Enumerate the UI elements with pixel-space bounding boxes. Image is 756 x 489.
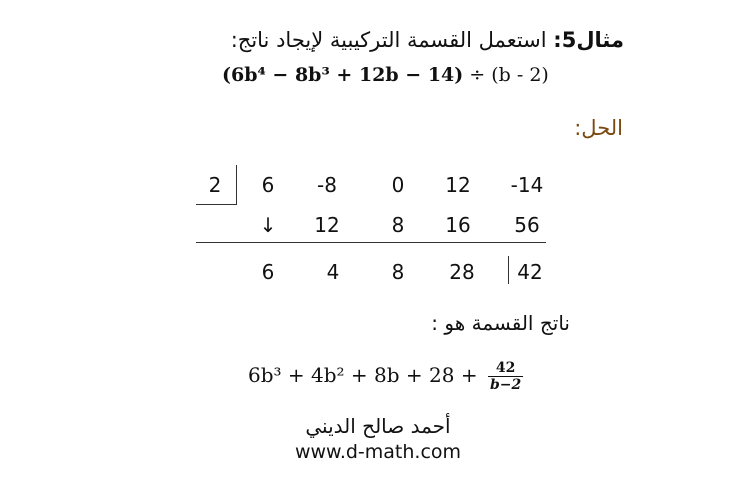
solution-label: الحل: (574, 116, 623, 140)
product-cell: 12 (314, 213, 340, 237)
down-arrow-icon: ↓ (259, 213, 277, 237)
problem-expression (222, 64, 549, 86)
divisor-bottom-line (196, 204, 237, 205)
result-cell: 4 (326, 260, 340, 284)
divisor-vertical-line (236, 165, 237, 205)
coefficient-cell: 12 (445, 173, 471, 197)
author-name: أحمد صالح الديني (305, 414, 451, 438)
coefficient-cell: 6 (261, 173, 275, 197)
result-cell: 28 (449, 260, 475, 284)
coefficient-cell: -14 (510, 173, 544, 197)
product-cell: 8 (391, 213, 405, 237)
fraction-numerator: 42 (488, 360, 523, 377)
coefficient-cell: 0 (391, 173, 405, 197)
product-cell: 16 (445, 213, 471, 237)
product-cell: 56 (514, 213, 540, 237)
instruction-text: استعمل القسمة التركيبية لإيجاد ناتج: (230, 28, 547, 52)
quotient-polynomial: 6b³ + 4b² + 8b + 28 + (248, 363, 478, 387)
example-label: مثال5: (553, 28, 624, 52)
divisor-value: 2 (208, 173, 222, 197)
example-title (231, 28, 624, 52)
remainder-cell: 42 (517, 260, 543, 284)
result-cell: 6 (261, 260, 275, 284)
dividend: (6b⁴ − 8b³ + 12b − 14) (222, 64, 464, 86)
divisor-expression: (b - 2) (491, 64, 549, 86)
answer-label: ناتج القسمة هو : (431, 311, 570, 335)
result-cell: 8 (391, 260, 405, 284)
fraction-denominator: b−2 (489, 377, 522, 393)
sum-line (196, 242, 546, 243)
divide-sign: ÷ (469, 64, 486, 86)
coefficient-cell: -8 (317, 173, 337, 197)
website-url: www.d-math.com (294, 441, 462, 463)
remainder-fraction (488, 360, 523, 393)
answer-expression (248, 360, 523, 393)
